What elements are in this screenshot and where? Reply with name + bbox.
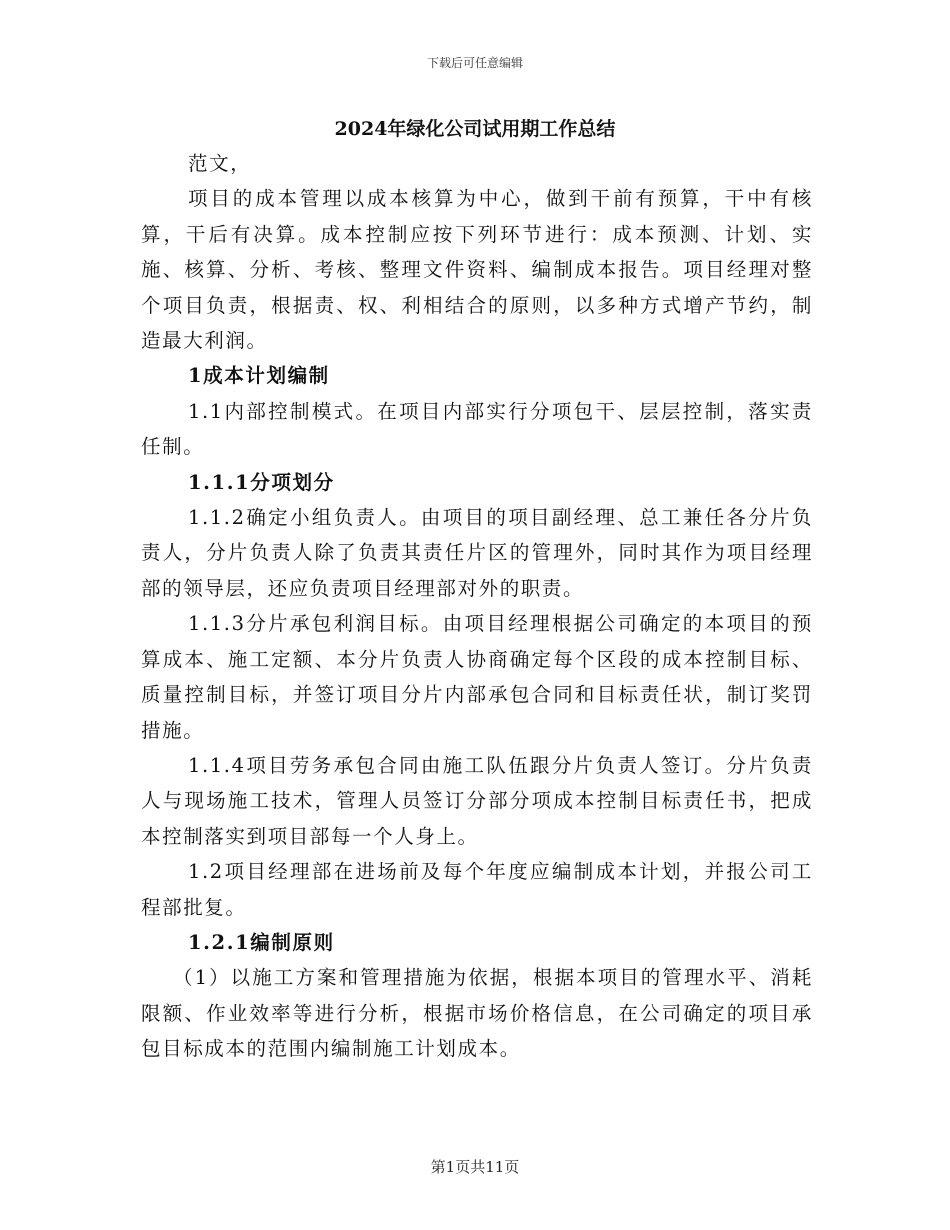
- section-heading-1: 1成本计划编制: [188, 364, 330, 388]
- document-body: [141, 146, 813, 1067]
- paragraph-1-1: 1.1内部控制模式。在项目内部实行分项包干、层层控制，落实责任制。: [141, 399, 813, 459]
- section-heading-1-2-1: 1.2.1编制原则: [188, 930, 335, 954]
- paragraph-1-1-2: 1.1.2确定小组负责人。由项目的项目副经理、总工兼任各分片负责人，分片负责人除了负责其责任片区的管理外，同时其作为项目经理部的领导层，还应负责项目经理部对外的职责。: [141, 506, 813, 600]
- page-header-note: 下载后可任意编辑: [426, 56, 523, 70]
- document-title: 2024年绿化公司试用期工作总结: [334, 118, 616, 140]
- intro-paragraph: 项目的成本管理以成本核算为中心，做到干前有预算，干中有核算，干后有决算。成本控制应按下列环节进行：成本预测、计划、实施、核算、分析、考核、整理文件资料、编制成本报告。项目经理对整个项目负责，根据责、权、利相结合的原则，以多种方式增产节约，制造最大利润。: [141, 187, 813, 353]
- paragraph-1-1-4: 1.1.4项目劳务承包合同由施工队伍跟分片负责人签订。分片负责人与现场施工技术，管理人员签订分部分项成本控制目标责任书，把成本控制落实到项目部每一个人身上。: [141, 753, 813, 848]
- paragraph-1-2: 1.2项目经理部在进场前及每个年度应编制成本计划，并报公司工程部批复。: [141, 860, 813, 919]
- section-heading-1-1-1: 1.1.1分项划分: [188, 470, 335, 494]
- list-item-1: （1）以施工方案和管理措施为依据，根据本项目的管理水平、消耗限额、作业效率等进行分析，根据市场价格信息，在公司确定的项目承包目标成本的范围内编制施工计划成本。: [141, 966, 813, 1061]
- page-number-footer: 第1页共11页: [430, 1158, 520, 1176]
- paragraph-1-1-3: 1.1.3分片承包利润目标。由项目经理根据公司确定的本项目的预算成本、施工定额、本分片负责人协商确定每个区段的成本控制目标、质量控制目标，并签订项目分片内部承包合同和目标责任状，制订奖罚措施。: [141, 612, 813, 742]
- salutation: 范文，: [188, 152, 252, 175]
